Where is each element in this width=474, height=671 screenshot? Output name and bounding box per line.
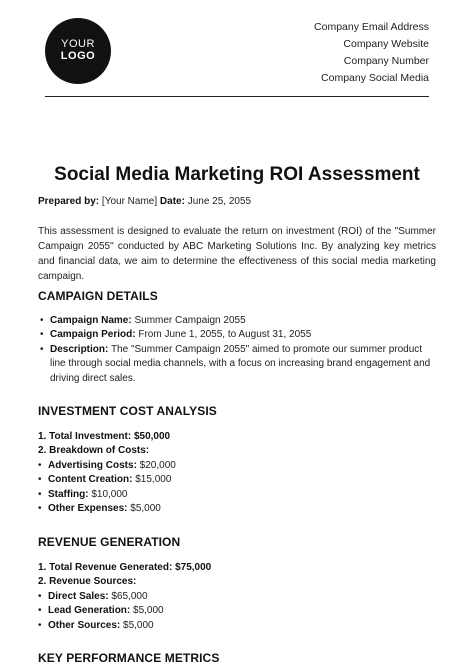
company-social-media: Company Social Media — [321, 72, 429, 84]
total-revenue — [38, 561, 436, 576]
total-investment-text: 1. Total Investment: $50,000 — [38, 430, 171, 442]
item-value: $65,000 — [108, 590, 148, 602]
item-value: $5,000 — [120, 619, 154, 631]
item-value: From June 1, 2055, to August 31, 2055 — [135, 329, 312, 340]
item-label: Other Expenses: — [48, 503, 128, 514]
item-label: Content Creation: — [48, 474, 133, 485]
list-item — [48, 502, 436, 517]
item-value: The "Summer Campaign 2055" aimed to promote our summer product line through social media channels, with a focus on increasing brand engagement and driving direct sales. — [50, 343, 431, 384]
campaign-details-list — [38, 314, 436, 387]
item-value: Summer Campaign 2055 — [131, 314, 246, 326]
revenue-sources-label — [38, 575, 436, 590]
prepared-by-value: [Your Name] — [99, 196, 160, 207]
revenue-sources-list — [38, 590, 436, 634]
item-label: Advertising Costs: — [48, 459, 137, 471]
company-website: Company Website — [343, 38, 429, 50]
list-item — [48, 619, 436, 634]
key-metrics-heading: KEY PERFORMANCE METRICS — [38, 651, 220, 665]
item-value: $15,000 — [132, 474, 172, 485]
prepared-by-label: Prepared by: — [38, 196, 100, 207]
company-number: Company Number — [343, 55, 429, 67]
revenue-sources-text: 2. Revenue Sources: — [38, 576, 137, 587]
total-investment — [38, 430, 436, 445]
list-item — [48, 604, 436, 619]
investment-section — [38, 404, 436, 517]
item-label: Description: — [50, 343, 109, 355]
item-label: Other Sources: — [48, 619, 121, 631]
item-label: Direct Sales: — [48, 590, 109, 602]
key-metrics-section — [38, 651, 436, 666]
list-item — [48, 459, 436, 474]
logo-line-2: LOGO — [60, 50, 96, 62]
company-contact-block — [314, 19, 429, 87]
item-value: $10,000 — [88, 488, 128, 500]
breakdown-text: 2. Breakdown of Costs: — [38, 445, 150, 456]
revenue-heading: REVENUE GENERATION — [38, 535, 181, 549]
item-value: $5,000 — [130, 605, 164, 616]
list-item — [50, 314, 436, 329]
item-value: $5,000 — [127, 503, 161, 514]
company-logo — [45, 18, 111, 84]
item-value: $20,000 — [136, 459, 176, 471]
investment-heading: INVESTMENT COST ANALYSIS — [38, 404, 217, 418]
logo-line-1: YOUR — [61, 38, 95, 51]
list-item — [48, 473, 436, 488]
revenue-section — [38, 535, 436, 633]
list-item — [50, 343, 436, 387]
item-label: Campaign Period: — [50, 329, 136, 340]
prepared-line — [38, 196, 251, 207]
intro-block — [38, 224, 436, 284]
list-item — [50, 328, 436, 343]
item-label: Campaign Name: — [50, 314, 132, 326]
cost-breakdown-list — [38, 459, 436, 517]
campaign-details-section — [38, 289, 436, 386]
list-item — [48, 590, 436, 605]
document-title: Social Media Marketing ROI Assessment — [54, 164, 420, 185]
header-divider — [45, 96, 429, 97]
item-label: Staffing: — [48, 488, 89, 500]
list-item — [48, 488, 436, 503]
campaign-details-heading: CAMPAIGN DETAILS — [38, 289, 158, 303]
intro-paragraph: This assessment is designed to evaluate the return on investment (ROI) of the "Summer Campaign 2055" conducted by ABC Marketing Solutions Inc. By analyzing key metrics and financial data, we aim to determine the effectiveness of this social media marketing campaign. — [38, 226, 436, 282]
item-label: Lead Generation: — [48, 605, 131, 616]
breakdown-label — [38, 444, 436, 459]
company-email: Company Email Address — [314, 21, 429, 33]
date-label: Date: — [159, 196, 185, 207]
date-value: June 25, 2055 — [184, 196, 252, 207]
total-revenue-text: 1. Total Revenue Generated: $75,000 — [38, 561, 212, 573]
